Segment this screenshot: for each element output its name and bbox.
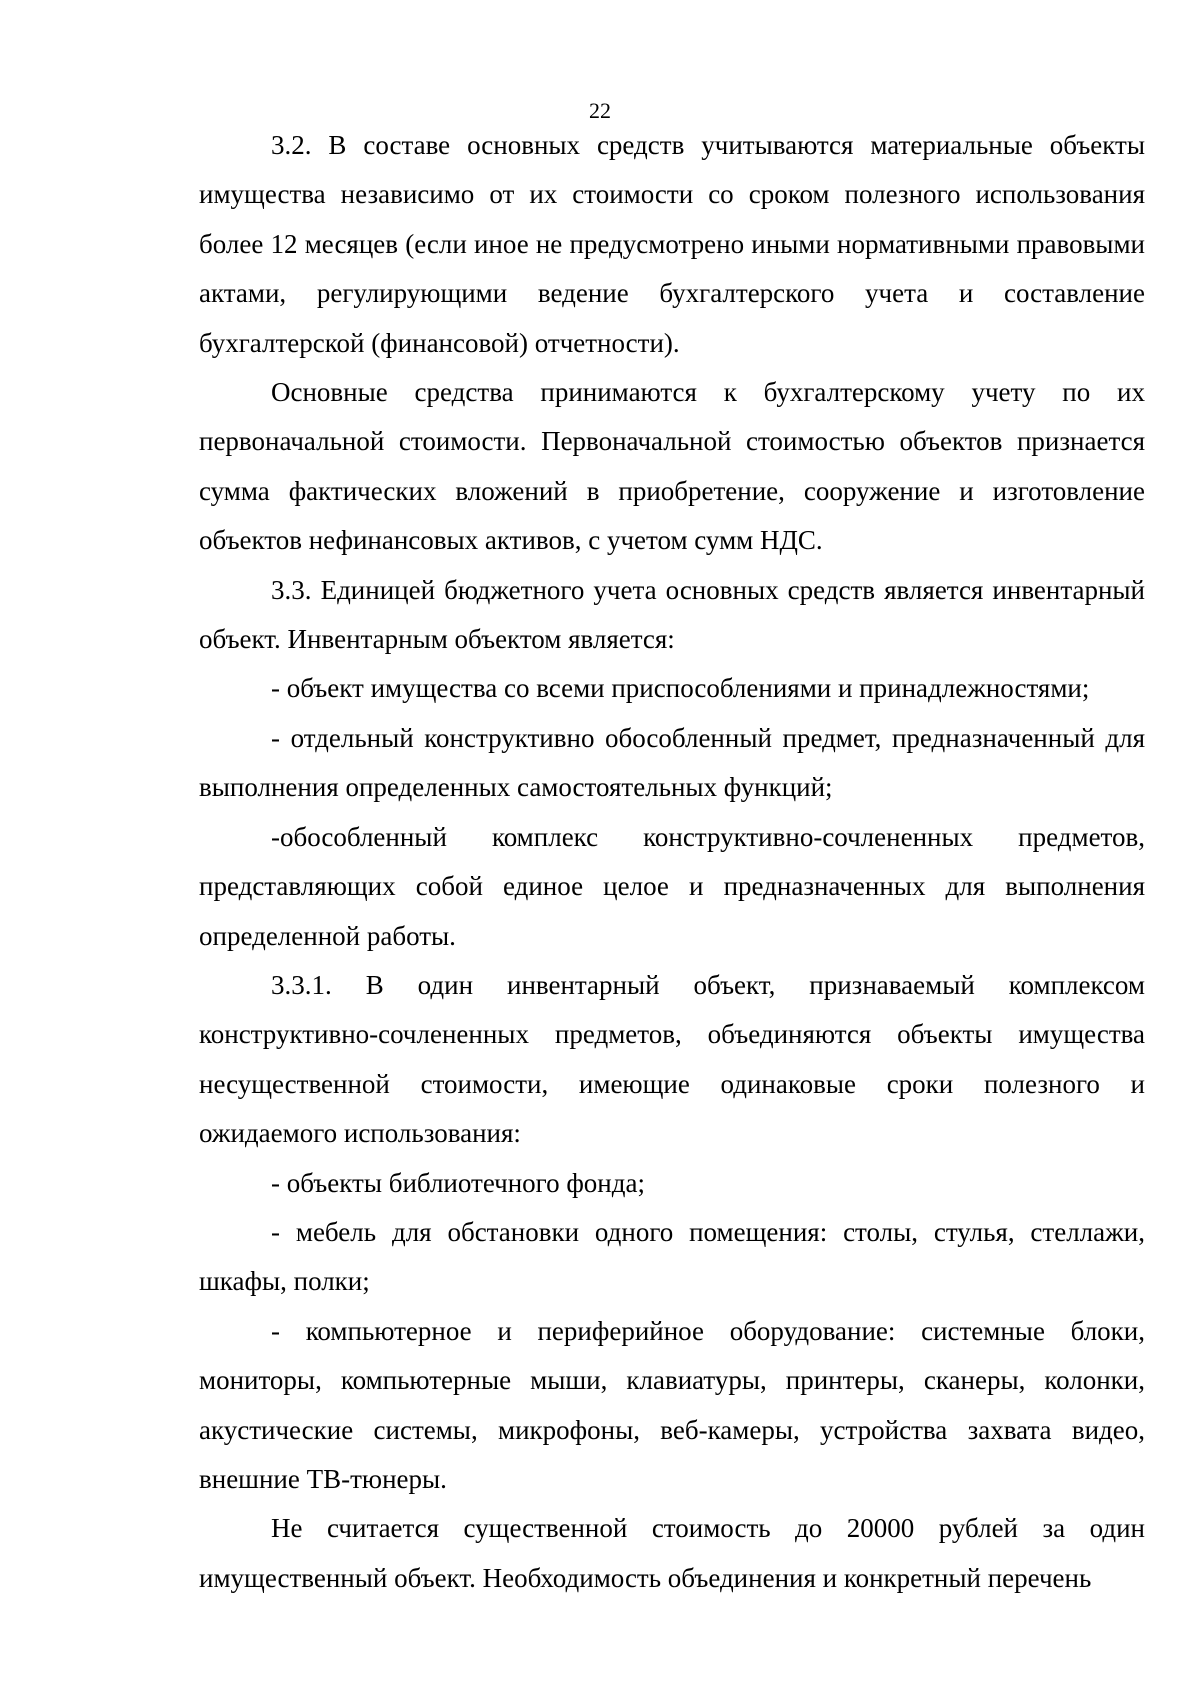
document-body — [199, 121, 1145, 1603]
paragraph-3-2: 3.2. В составе основных средств учитываются материальные объекты имущества независимо от их стоимости со сроком полезного использования более 12 месяцев (если иное не предусмотрено иными нормативными правовыми актами, регулирующими ведение бухгалтерского учета и составление бухгалтерской (финансовой) отчетности). — [199, 130, 1145, 358]
list-item-computer-equipment: - компьютерное и периферийное оборудование: системные блоки, мониторы, компьютерные мыши, клавиатуры, принтеры, сканеры, колонки, акустические системы, микрофоны, веб-камеры, устройства захвата видео, внешние ТВ-тюнеры. — [199, 1315, 1145, 1494]
list-item-complex: -обособленный комплекс конструктивно-сочлененных предметов, представляющих собой единое целое и предназначенных для выполнения определенной работы. — [199, 821, 1145, 951]
paragraph-3-3-1: 3.3.1. В один инвентарный объект, признаваемый комплексом конструктивно-сочлененных предметов, объединяются объекты имущества несущественной стоимости, имеющие одинаковые сроки полезного и ожидаемого использования: — [199, 969, 1145, 1149]
paragraph-materiality: Не считается существенной стоимость до 20000 рублей за один имущественный объект. Необходимость объединения и конкретный перечень — [199, 1513, 1145, 1593]
paragraph-3-3: 3.3. Единицей бюджетного учета основных средств является инвентарный объект. Инвентарным объектом является: — [199, 574, 1145, 655]
paragraph-initial-cost: Основные средства принимаются к бухгалтерскому учету по их первоначальной стоимости. Первоначальной стоимостью объектов признается сумма фактических вложений в приобретение, сооружение и изготовление объектов нефинансовых активов, с учетом сумм НДС. — [199, 377, 1145, 556]
list-item-furniture: - мебель для обстановки одного помещения: столы, стулья, стеллажи, шкафы, полки; — [199, 1216, 1145, 1297]
list-item-separate-item: - отдельный конструктивно обособленный предмет, предназначенный для выполнения определенных самостоятельных функций; — [199, 722, 1145, 803]
page-number: 22 — [589, 98, 611, 123]
list-item-object-with-accessories: - объект имущества со всеми приспособлениями и принадлежностями; — [271, 673, 1090, 704]
list-item-library-fund: - объекты библиотечного фонда; — [271, 1167, 645, 1198]
